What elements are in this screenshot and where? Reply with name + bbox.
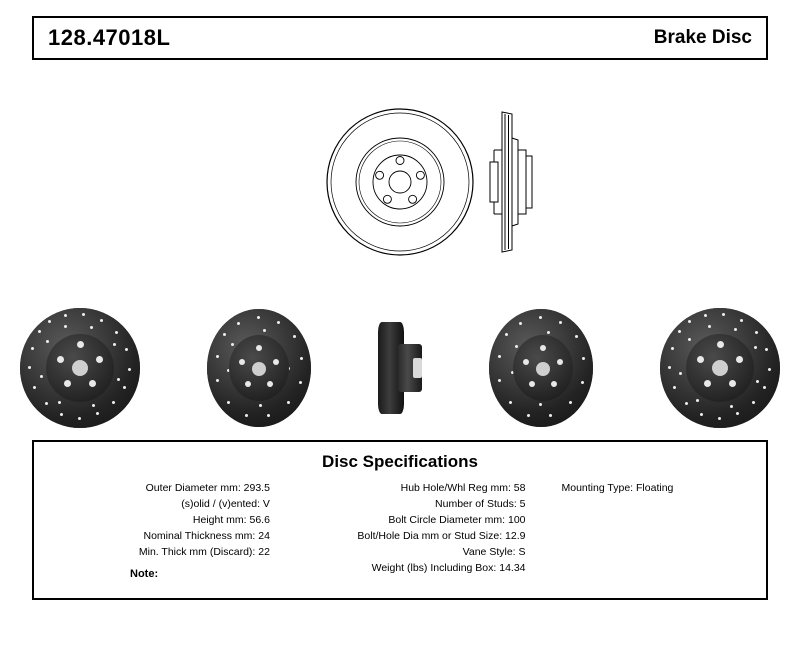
drilled-rotor-angled-left: [207, 309, 311, 427]
spec-height: Height mm: 56.6: [192, 514, 270, 526]
spec-min-thickness: Min. Thick mm (Discard): 22: [138, 546, 270, 558]
drilled-rotor-angled-right: [489, 309, 593, 427]
spec-number-of-studs: Number of Studs: 5: [435, 498, 526, 510]
specifications-columns: [34, 480, 766, 576]
line-drawings: [32, 80, 768, 280]
spec-bolt-hole-diameter: Bolt/Hole Dia mm or Stud Size: 12.9: [357, 530, 526, 542]
disc-specifications-panel: [32, 440, 768, 600]
spec-nominal-thickness: Nominal Thickness mm: 24: [143, 530, 270, 542]
specs-column-middle: [276, 480, 532, 576]
spec-hub-hole: Hub Hole/Whl Reg mm: 58: [400, 482, 526, 494]
specs-column-left: [42, 480, 276, 576]
spec-solid-vented: (s)olid / (v)ented: V: [181, 498, 270, 510]
drilled-rotor-face-left: [20, 308, 140, 428]
page-title: Brake Disc: [653, 27, 752, 48]
spec-weight: Weight (lbs) Including Box: 14.34: [371, 562, 526, 574]
specs-column-right: [532, 480, 759, 576]
header-bar: [32, 16, 768, 60]
spec-mounting-type: Mounting Type: Floating: [561, 482, 674, 494]
rotor-photo-row: [20, 300, 780, 435]
note-label: Note:: [130, 568, 159, 580]
rotor-section-svg: [472, 100, 582, 265]
rotor-edge-profile: [378, 322, 422, 414]
spec-bolt-circle-diameter: Bolt Circle Diameter mm: 100: [388, 514, 526, 526]
specifications-title: Disc Specifications: [322, 452, 478, 471]
spec-vane-style: Vane Style: S: [462, 546, 526, 558]
spec-outer-diameter: Outer Diameter mm: 293.5: [145, 482, 270, 494]
part-number: 128.47018L: [48, 25, 171, 50]
rotor-cross-section-drawing: [472, 100, 582, 270]
drilled-rotor-face-right: [660, 308, 780, 428]
